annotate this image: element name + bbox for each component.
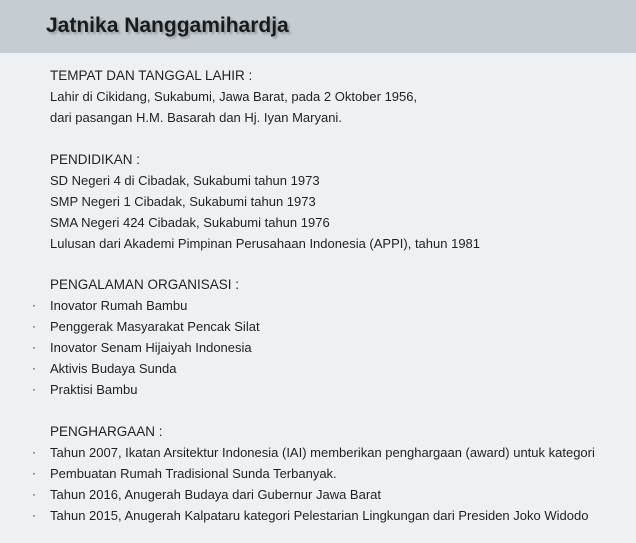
- award-item-label: Tahun 2016, Anugerah Budaya dari Gubernur Jawa Barat: [50, 487, 382, 502]
- award-section: [32, 421, 636, 526]
- award-item-label: Tahun 2007, Ikatan Arsitektur Indonesia (IAI) memberikan penghargaan (award) untuk kategori: [50, 445, 595, 460]
- header-bar: [0, 0, 636, 53]
- profile-content: [0, 53, 636, 543]
- education-line: SD Negeri 4 di Cibadak, Sukabumi tahun 1973: [50, 173, 320, 188]
- list-item: [32, 379, 636, 400]
- organization-section: [32, 274, 636, 400]
- organization-item-label: Inovator Rumah Bambu: [50, 298, 188, 313]
- organization-list: [32, 295, 636, 400]
- list-item: [32, 295, 636, 316]
- bullet-icon: ·: [32, 382, 36, 396]
- page-title: Jatnika Nanggamihardja: [46, 14, 289, 37]
- education-line: Lulusan dari Akademi Pimpinan Perusahaan Indonesia (APPI), tahun 1981: [50, 236, 481, 251]
- education-heading: PENDIDIKAN :: [50, 152, 141, 167]
- list-item: [32, 316, 636, 337]
- birth-section: [50, 65, 636, 128]
- education-line: SMA Negeri 424 Cibadak, Sukabumi tahun 1976: [50, 215, 330, 230]
- education-line: SMP Negeri 1 Cibadak, Sukabumi tahun 1973: [50, 194, 316, 209]
- award-list: [32, 442, 636, 526]
- education-section: [50, 149, 636, 254]
- award-item-label: Tahun 2015, Anugerah Kalpataru kategori Pelestarian Lingkungan dari Presiden Joko Widodo: [50, 508, 589, 523]
- birth-heading: TEMPAT DAN TANGGAL LAHIR :: [50, 68, 253, 83]
- list-item: [32, 505, 636, 526]
- award-heading: PENGHARGAAN :: [50, 424, 163, 439]
- list-item: [32, 463, 636, 484]
- list-item: [32, 358, 636, 379]
- bullet-icon: ·: [32, 445, 36, 459]
- list-item: [32, 337, 636, 358]
- bullet-icon: ·: [32, 466, 36, 480]
- bullet-icon: ·: [32, 298, 36, 312]
- birth-line: dari pasangan H.M. Basarah dan Hj. Iyan Maryani.: [50, 110, 342, 125]
- bullet-icon: ·: [32, 487, 36, 501]
- award-item-label: Pembuatan Rumah Tradisional Sunda Terbanyak.: [50, 466, 337, 481]
- organization-item-label: Inovator Senam Hijaiyah Indonesia: [50, 340, 252, 355]
- organization-heading: PENGALAMAN ORGANISASI :: [50, 277, 240, 292]
- list-item: [32, 442, 636, 463]
- organization-item-label: Aktivis Budaya Sunda: [50, 361, 177, 376]
- bullet-icon: ·: [32, 319, 36, 333]
- bullet-icon: ·: [32, 361, 36, 375]
- organization-item-label: Praktisi Bambu: [50, 382, 138, 397]
- list-item: [32, 484, 636, 505]
- bullet-icon: ·: [32, 340, 36, 354]
- organization-item-label: Penggerak Masyarakat Pencak Silat: [50, 319, 260, 334]
- birth-line: Lahir di Cikidang, Sukabumi, Jawa Barat, pada 2 Oktober 1956,: [50, 89, 418, 104]
- bullet-icon: ·: [32, 508, 36, 522]
